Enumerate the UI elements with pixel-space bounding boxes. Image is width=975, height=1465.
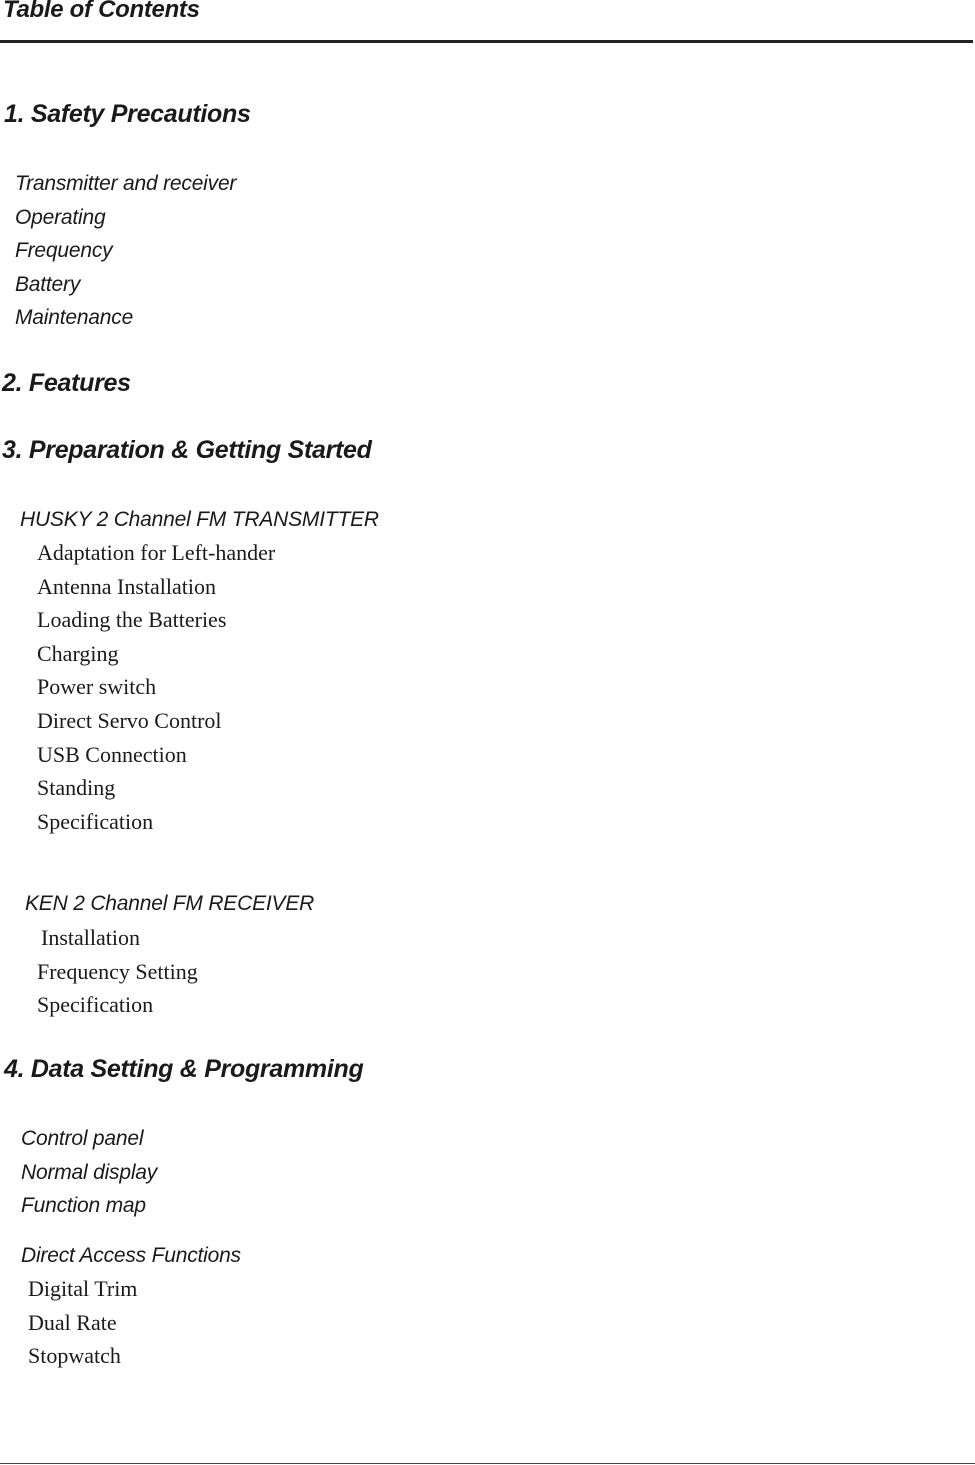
toc-entry-function-map[interactable]: Function map <box>21 1194 146 1217</box>
toc-entry-adaptation-left-hander[interactable]: Adaptation for Left-hander <box>37 540 276 565</box>
toc-entry-frequency-setting[interactable]: Frequency Setting <box>37 959 198 984</box>
toc-entry-dual-rate[interactable]: Dual Rate <box>28 1310 117 1335</box>
toc-entry-transmitter-and-receiver[interactable]: Transmitter and receiver <box>15 172 237 195</box>
toc-entry-direct-servo-control[interactable]: Direct Servo Control <box>37 708 222 733</box>
subsection-receiver-title[interactable]: KEN 2 Channel FM RECEIVER <box>25 892 315 915</box>
toc-entry-loading-batteries[interactable]: Loading the Batteries <box>37 607 227 632</box>
toc-entry-transmitter-specification[interactable]: Specification <box>37 809 154 834</box>
toc-entry-battery[interactable]: Battery <box>15 273 81 296</box>
toc-entry-power-switch[interactable]: Power switch <box>37 674 157 699</box>
section-2-title[interactable]: 2. Features <box>2 369 131 397</box>
toc-entry-usb-connection[interactable]: USB Connection <box>37 742 187 767</box>
toc-entry-normal-display[interactable]: Normal display <box>21 1161 158 1184</box>
section-3-title[interactable]: 3. Preparation & Getting Started <box>2 436 372 464</box>
toc-entry-charging[interactable]: Charging <box>37 641 119 666</box>
page-title: Table of Contents <box>3 0 200 23</box>
toc-entry-receiver-specification[interactable]: Specification <box>37 992 154 1017</box>
toc-entry-standing[interactable]: Standing <box>37 775 116 800</box>
toc-entry-antenna-installation[interactable]: Antenna Installation <box>37 574 217 599</box>
header-divider <box>0 40 973 43</box>
toc-entry-installation[interactable]: Installation <box>41 925 140 950</box>
toc-entry-frequency[interactable]: Frequency <box>15 239 113 262</box>
subsection-direct-access-title[interactable]: Direct Access Functions <box>21 1244 241 1267</box>
toc-entry-control-panel[interactable]: Control panel <box>21 1127 144 1150</box>
toc-entry-stopwatch[interactable]: Stopwatch <box>28 1343 121 1368</box>
toc-entry-operating[interactable]: Operating <box>15 206 106 229</box>
footer-divider <box>0 1463 975 1464</box>
subsection-transmitter-title[interactable]: HUSKY 2 Channel FM TRANSMITTER <box>20 508 379 531</box>
section-1-title[interactable]: 1. Safety Precautions <box>4 100 251 128</box>
toc-entry-maintenance[interactable]: Maintenance <box>15 306 134 329</box>
section-4-title[interactable]: 4. Data Setting & Programming <box>4 1055 364 1083</box>
toc-entry-digital-trim[interactable]: Digital Trim <box>28 1276 138 1301</box>
